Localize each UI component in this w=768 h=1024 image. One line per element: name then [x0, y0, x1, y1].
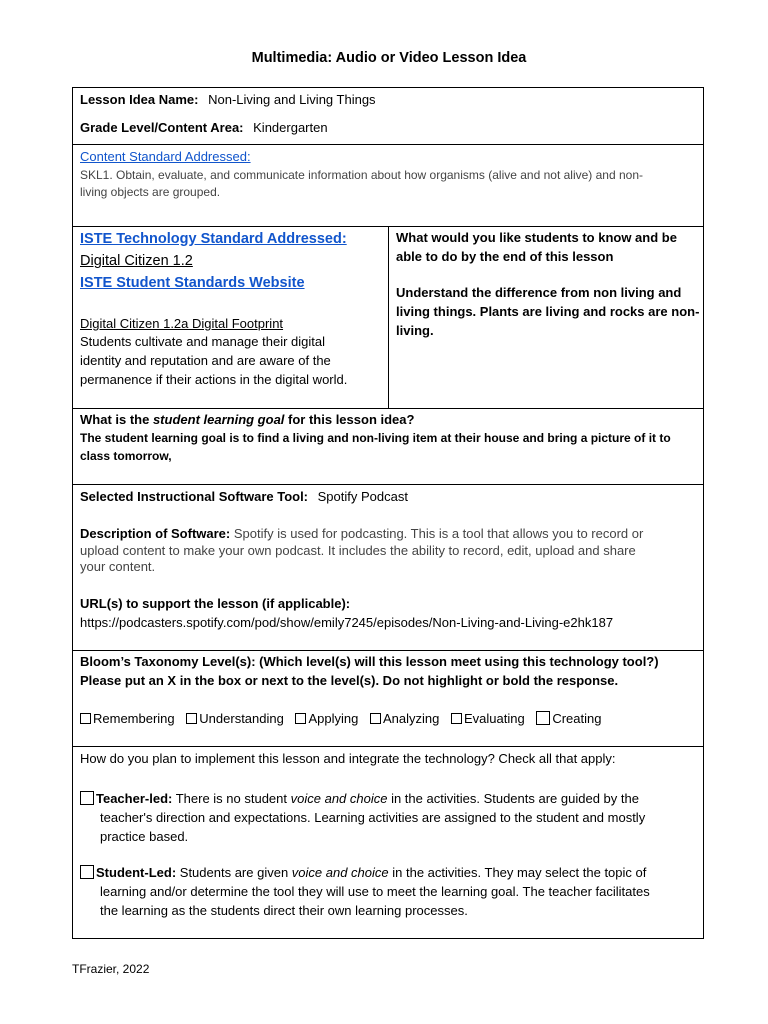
content-standard-text-line2: living objects are grouped. [80, 185, 221, 199]
teacher-led-text-line3: practice based. [100, 829, 189, 844]
understanding-checkbox[interactable] [186, 713, 197, 724]
lesson-info-section [73, 88, 703, 145]
software-description-line2: upload content to make your own podcast. It includes the ability to record, edit, upload and share [80, 543, 636, 558]
lesson-name-label: Lesson Idea Name: [80, 92, 199, 107]
teacher-led-text-line2: teacher's direction and expectations. Learning activities are assigned to the student and mostly [100, 810, 646, 825]
analyzing-label: Analyzing [382, 711, 440, 726]
lesson-name-value: Non-Living and Living Things [208, 92, 376, 107]
remembering-label: Remembering [93, 711, 175, 726]
iste-objectives-section [73, 227, 703, 409]
creating-checkbox[interactable] [536, 711, 550, 725]
software-description-line3: your content. [80, 559, 156, 574]
student-led-text-line2: learning and/or determine the tool they will use to meet the learning goal. The teacher facilitates [100, 884, 650, 899]
software-description-label: Description of Software: [80, 526, 231, 541]
iste-description-line1: Students cultivate and manage their digital [80, 334, 325, 349]
column-divider [388, 227, 389, 408]
lesson-form [72, 87, 704, 939]
content-standard-heading[interactable]: Content Standard Addressed: [80, 149, 251, 164]
document-footer: TFrazier, 2022 [72, 962, 150, 976]
bloom-instructions-line2: Please put an X in the box or next to the level(s). Do not highlight or bold the response. [80, 673, 619, 688]
bloom-section [73, 651, 703, 747]
analyzing-checkbox[interactable] [370, 713, 381, 724]
grade-level-label: Grade Level/Content Area: [80, 120, 244, 135]
learning-goal-section [73, 409, 703, 485]
iste-description-line2: identity and reputation and are aware of the [80, 353, 331, 368]
iste-description-line3: permanence if their actions in the digital world. [80, 372, 348, 387]
software-description-line1: Spotify is used for podcasting. This is a tool that allows you to record or [230, 526, 644, 541]
evaluating-label: Evaluating [463, 711, 525, 726]
content-standard-text-line1: SKL1. Obtain, evaluate, and communicate information about how organisms (alive and not alive) and non- [80, 168, 643, 182]
iste-standard-value: Digital Citizen 1.2 [80, 253, 193, 269]
understanding-label: Understanding [199, 711, 284, 726]
learning-goal-answer-line1: The student learning goal is to find a living and non-living item at their house and bring a picture of it to [80, 431, 671, 445]
bloom-instructions-line1: Bloom’s Taxonomy Level(s): (Which level(s) will this lesson meet using this technology tool?) [80, 654, 659, 669]
applying-checkbox[interactable] [295, 713, 306, 724]
bloom-levels [80, 711, 609, 726]
iste-website-link[interactable]: ISTE Student Standards Website [80, 275, 305, 291]
iste-standard-heading[interactable]: ISTE Technology Standard Addressed: [80, 231, 347, 247]
student-led-checkbox[interactable] [80, 865, 94, 879]
grade-level-value: Kindergarten [253, 120, 328, 135]
implementation-question: How do you plan to implement this lesson and integrate the technology? Check all that apply: [80, 751, 616, 766]
software-section [73, 485, 703, 651]
iste-subheading: Digital Citizen 1.2a Digital Footprint [80, 316, 284, 331]
teacher-led-checkbox[interactable] [80, 791, 94, 805]
objectives-answer-line2: living things. Plants are living and rocks are non- [396, 304, 700, 319]
objectives-question-line1: What would you like students to know and be [396, 230, 677, 245]
objectives-answer-line3: living. [396, 323, 434, 338]
document-title: Multimedia: Audio or Video Lesson Idea [251, 50, 527, 66]
evaluating-checkbox[interactable] [451, 713, 462, 724]
implementation-section [73, 747, 703, 938]
software-tool-value: Spotify Podcast [317, 489, 408, 504]
lesson-url[interactable]: https://podcasters.spotify.com/pod/show/emily7245/episodes/Non-Living-and-Living-e2hk187 [80, 615, 614, 630]
learning-goal-answer-line2: class tomorrow, [80, 449, 172, 463]
applying-label: Applying [308, 711, 359, 726]
remembering-checkbox[interactable] [80, 713, 91, 724]
content-standard-section [73, 145, 703, 227]
student-led-option: Student-Led: Students are given voice and choice in the activities. They may select the topic of [80, 865, 646, 880]
learning-goal-question: What is the student learning goal for this lesson idea? [80, 412, 415, 427]
url-label: URL(s) to support the lesson (if applicable): [80, 596, 351, 611]
objectives-question-line2: able to do by the end of this lesson [396, 249, 614, 264]
objectives-answer-line1: Understand the difference from non living and [396, 285, 682, 300]
teacher-led-option: Teacher-led: There is no student voice and choice in the activities. Students are guided by the [80, 791, 639, 806]
student-led-text-line3: the learning as the students direct their own learning processes. [100, 903, 468, 918]
student-led-label: Student-Led: [96, 865, 177, 880]
creating-label: Creating [552, 711, 602, 726]
teacher-led-label: Teacher-led: [96, 791, 173, 806]
software-tool-label: Selected Instructional Software Tool: [80, 489, 309, 504]
